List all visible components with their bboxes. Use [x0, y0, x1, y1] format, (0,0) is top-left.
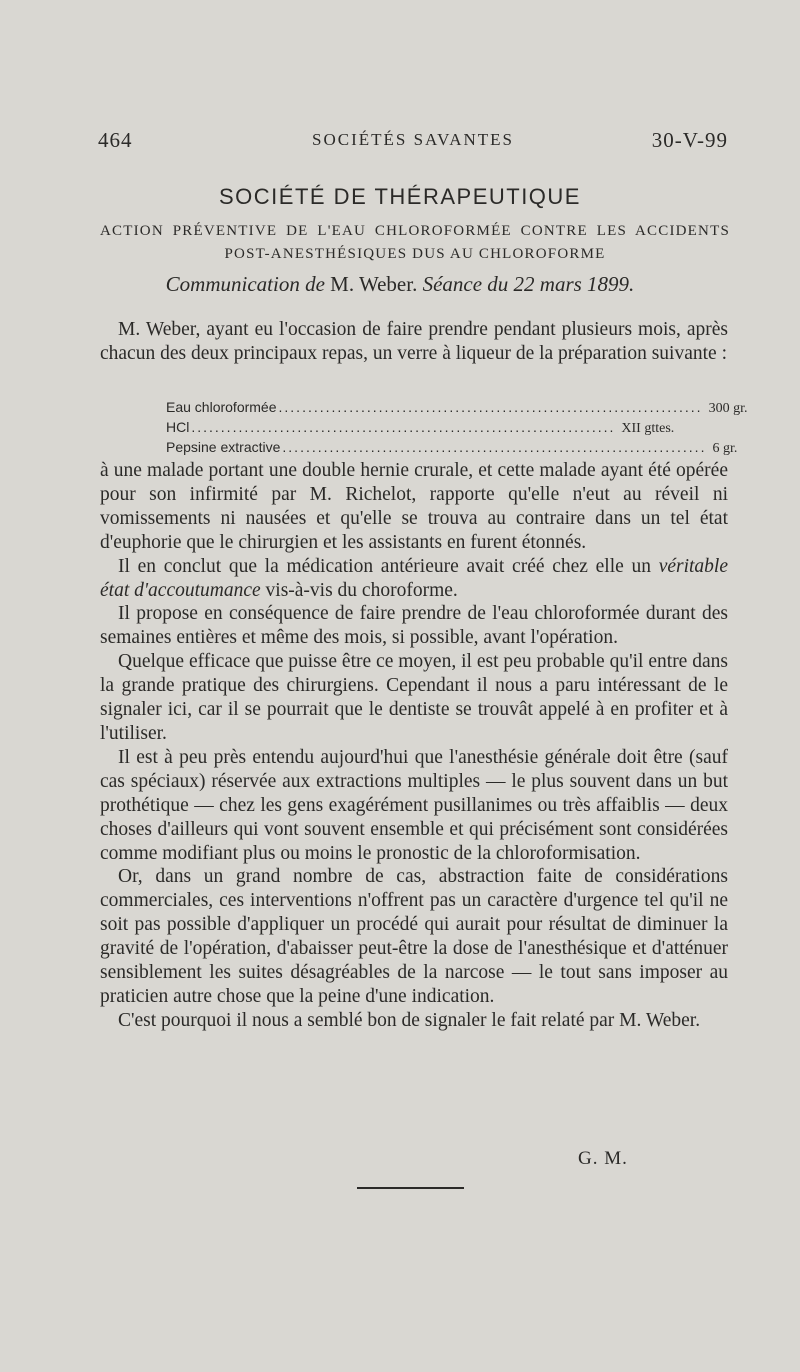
closing-rule [357, 1187, 464, 1189]
recipe-ingredient: Pepsine extractive [166, 439, 281, 455]
paragraph-2-italic: véritable état d'accoutumance [100, 555, 729, 601]
paragraph-6: Or, dans un grand nombre de cas, abstraction faite de considérations commerciales, ces interventions n'offrent pas un caractère d'urgence tel qu'il ne soit pas possible d'appliquer un procédé qui aurait pour résultat de diminuer la gravité de l'opération, d'abaisser peut-être la dose de l'anesthésique et d'atténuer sensiblement les suites désagréables de la narcose — le tout sans imposer au praticien autre chose que la peine d'une indication. [100, 866, 728, 1007]
paragraph-1: à une malade portant une double hernie crurale, et cette malade ayant été opérée pour son infirmité par M. Richelot, rapporte qu'elle n'eut au réveil ni vomissements ni nausées et qu'elle se trouva au contraire dans un tel état d'euphorie que le chirurgien et les assistants en furent étonnés. [100, 460, 728, 553]
recipe-ingredient: HCl [166, 419, 190, 435]
article-subtitle: ACTION PRÉVENTIVE DE L'EAU CHLOROFORMÉE CONTRE LES ACCIDENTS POST-ANESTHÉSIQUES DUS AU CHLOROFORME [100, 223, 730, 262]
communication-prefix: Communication de [165, 272, 325, 296]
paragraph-2-start: Il en conclut que la médication antérieure avait créé chez elle un [118, 555, 651, 577]
recipe-quantity: 300 gr. [708, 401, 748, 416]
paragraph-2 [100, 555, 728, 603]
dot-leader: ........................................................................ [278, 399, 703, 415]
issue-date: 30-V-99 [651, 128, 728, 152]
recipe-item [166, 418, 686, 438]
page-number: 464 [98, 128, 133, 152]
author-name: M. Weber. [330, 272, 418, 296]
paragraph-4: Quelque efficace que puisse être ce moyen, il est peu probable qu'il entre dans la grande pratique des chirurgiens. Cependant il nous a paru intéressant de le signaler ici, car il se pourrait que le dentiste se trouvât appelé à en profiter et à l'utiliser. [100, 651, 728, 744]
paragraph-5: Il est à peu près entendu aujourd'hui que l'anesthésie générale doit être (sauf cas spéciaux) réservée aux extractions multiples — le plus souvent dans un but prothétique — chez les gens exagérément pusillanimes ou très affaiblis — deux choses d'ailleurs qui vont souvent ensemble et qui précisément sont considérées comme modifiant plus ou moins le pronostic de la chloroformisation. [100, 746, 728, 864]
recipe-item [166, 398, 748, 418]
paragraph-7: C'est pourquoi il nous a semblé bon de signaler le fait relaté par M. Weber. [118, 1009, 701, 1031]
recipe-list [166, 398, 748, 458]
recipe-ingredient: Eau chloroformée [166, 399, 277, 415]
paragraph-3: Il propose en conséquence de faire prendre de l'eau chloroformée durant des semaines entières et même des mois, si possible, avant l'opération. [100, 603, 728, 649]
dot-leader: ........................................................................ [282, 439, 707, 455]
signature: G. M. [578, 1148, 628, 1169]
recipe-item [166, 438, 738, 458]
society-title: SOCIÉTÉ DE THÉRAPEUTIQUE [219, 184, 581, 209]
running-header [98, 128, 728, 158]
communication-line [0, 272, 800, 297]
intro-paragraph: M. Weber, ayant eu l'occasion de faire prendre pendant plusieurs mois, après chacun des deux principaux repas, un verre à liqueur de la préparation suivante : [100, 319, 728, 364]
recipe-quantity: XII gttes. [621, 421, 675, 436]
session-date: Séance du 22 mars 1899. [422, 272, 635, 296]
intro-block [100, 318, 728, 366]
paragraph-2-end: vis-à-vis du choroforme. [265, 579, 458, 601]
dot-leader: ........................................................................ [191, 419, 616, 435]
running-title: SOCIÉTÉS SAVANTES [312, 130, 514, 149]
article-body [100, 459, 728, 1033]
recipe-quantity: 6 gr. [712, 441, 738, 456]
